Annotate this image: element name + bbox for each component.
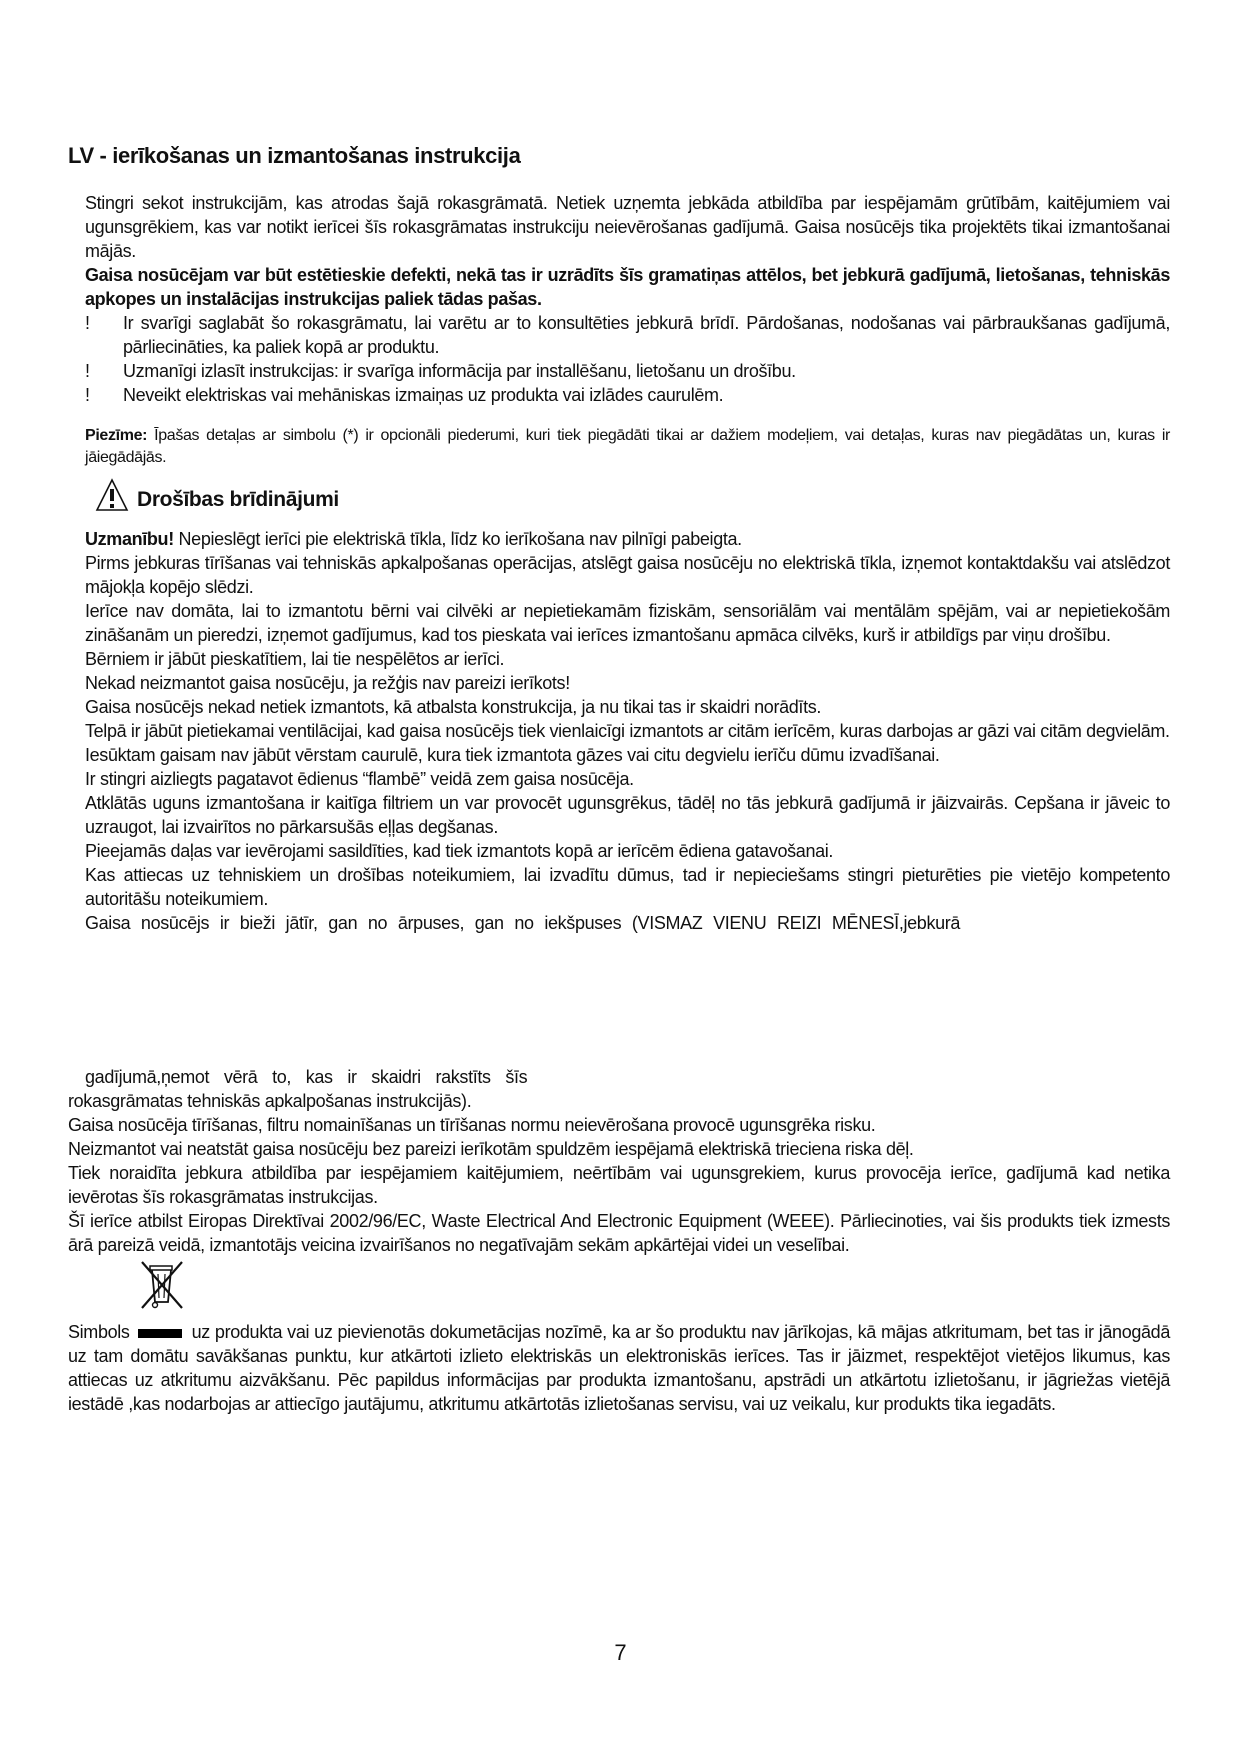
safety-item: Bērniem ir jābūt pieskatītiem, lai tie nespēlētos ar ierīci. [85,649,505,669]
exclamation-mark: ! [85,385,90,405]
bullet-item [85,359,1170,383]
bullet-item [85,383,1170,407]
safety-item: Pieejamās daļas var ievērojami sasildīties, kad tiek izmantots kopā ar ierīcēm ēdiena gatavošanai. [85,841,834,861]
safety-continued-section [68,1065,1170,1257]
safety-item: Gaisa nosūcējs nekad netiek izmantots, kā atbalsta konstrukcija, ja nu tikai tas ir skaidri norādīts. [85,697,822,717]
attention-text: Nepieslēgt ierīci pie elektriskā tīkla, līdz ko ierīkošana nav pilnīgi pabeigta. [173,529,742,549]
safety-item: Iesūktam gaisam nav jābūt vērstam caurulē, kura tiek izmantota gāzes vai citu degvielu ierīču dūmu izvadīšanai. [85,745,940,765]
page-title: LV - ierīkošanas un izmantošanas instrukcija [68,143,521,168]
symbol-text: uz produkta vai uz pievienotās dokumetācijas nozīmē, ka ar šo produktu nav jārīkojas, kā mājas atkritumam, bet tas ir jānogādā uz tam domātu savākšanas punktu, kur atkārtoti izlieto elektriskās un elektroniskās ierīces. Tas ir jāizmet, respektējot vietējos likumus, kas attiecas uz atkritumu aizvākšanu. Pēc papildus informācijas par produkta izmantošanu, apstrādi un atkārtotu izlietošanu, ir jāgriežas vietējā iestādē ,kas nodarbojas ar attiecīgo jautājumu, atkritumu atkārtotās izlietošanas servisu, vai uz veikalu, kur produkts tika iegadāts. [68,1322,1170,1414]
bullet-text: Neveikt elektriskas vai mehāniskas izmaiņas uz produkta vai izlādes caurulēm. [123,385,724,405]
safety-title: Drošības brīdinājumi [137,488,339,511]
safety-heading [95,478,339,512]
continued-line: rokasgrāmatas tehniskās apkalpošanas instrukcijās). [68,1091,472,1111]
continued-line: gadījumā,ņemot vērā to, kas ir skaidri rakstīts šīs [85,1067,528,1087]
weee-paragraph [68,1320,1170,1416]
note-text: Īpašas detaļas ar simbolu (*) ir opcionāli piederumi, kuri tiek piegādāti tikai ar dažiem modeļiem, vai detaļas, kuras nav piegādātas un, kuras ir jāiegādājās. [85,427,1170,466]
crossed-bin-icon [138,1258,186,1312]
bullet-item [85,311,1170,359]
intro-section [85,191,1170,407]
continued-item: Tiek noraidīta jebkura atbildība par iespējamiem kaitējumiem, neērtībām vai ugunsgrekiem, kurus provocēja ierīce, gadījumā kad netika ievērotas šīs rokasgrāmatas instrukcijas. [68,1163,1170,1207]
symbol-label: Simbols [68,1322,130,1342]
safety-item: Pirms jebkuras tīrīšanas vai tehniskās apkalpošanas operācijas, atslēgt gaisa nosūcēju no elektriskā tīkla, izņemot kontaktdakšu vai atslēdzot mājokļa kopējo slēdzi. [85,553,1170,597]
attention-label: Uzmanību! [85,529,174,549]
safety-item: Ierīce nav domāta, lai to izmantotu bērni vai cilvēki ar nepietiekamām fiziskām, sensoriālām vai mentālām spējām, vai ar nepietiekošām zināšanām un pieredzi, izņemot gadījumus, kad tos pieskata vai ierīces izmantošanu apmāca cilvēks, kurš ir atbildīgs par viņu drošību. [85,601,1170,645]
bullet-text: Uzmanīgi izlasīt instrukcijas: ir svarīga informācija par installēšanu, lietošanu un drošību. [123,361,796,381]
exclamation-mark: ! [85,313,90,333]
exclamation-mark: ! [85,361,90,381]
continued-item: Šī ierīce atbilst Eiropas Direktīvai 2002/96/EC, Waste Electrical And Electronic Equipment (WEEE). Pārliecinoties, vai šis produkts tiek izmests ārā pareizā veidā, izmantotājs veicina izvairīšanos no negatīvajām sekām apkārtējai videi un veselībai. [68,1211,1170,1255]
page-number: 7 [614,1640,627,1665]
intro-bold-paragraph: Gaisa nosūcējam var būt estētieskie defekti, nekā tas ir uzrādīts šīs gramatiņas attēlos, bet jebkurā gadījumā, lietošanas, tehniskās apkopes un instalācijas instrukcijas paliek tādas pašas. [85,265,1170,309]
safety-item: Nekad neizmantot gaisa nosūcēju, ja režģis nav pareizi ierīkots! [85,673,570,693]
black-bar-symbol [138,1329,182,1338]
safety-section [85,527,1170,935]
continued-item: Gaisa nosūcēja tīrīšanas, filtru nomainīšanas un tīrīšanas normu neievērošana provocē ugunsgrēka risku. [68,1115,876,1135]
intro-paragraph: Stingri sekot instrukcijām, kas atrodas šajā rokasgrāmatā. Netiek uzņemta jebkāda atbildība par iespējamām grūtībām, kaitējumiem vai ugunsgrēkiem, kas var notikt ierīcei šīs rokasgrāmatas instrukciju neievērošanas gadījumā. Gaisa nosūcējs tika projektēts tikai izmantošanai mājās. [85,193,1170,261]
safety-item: Ir stingri aizliegts pagatavot ēdienus “flambē” veidā zem gaisa nosūcēja. [85,769,634,789]
attention-paragraph [85,527,1170,551]
safety-item: Gaisa nosūcējs ir bieži jātīr, gan no ārpuses, gan no iekšpuses (VISMAZ VIENU REIZI MĒNESĪ,jebkurā [85,913,961,933]
safety-item: Kas attiecas uz tehniskiem un drošības noteikumiem, lai izvadītu dūmus, tad ir nepieciešams stingri pieturēties pie vietējo kompetento autoritāšu noteikumiem. [85,865,1170,909]
note-paragraph [85,425,1170,469]
bullet-text: Ir svarīgi saglabāt šo rokasgrāmatu, lai varētu ar to konsultēties jebkurā brīdī. Pārdošanas, nodošanas vai pārbraukšanas gadījumā, pārliecināties, ka paliek kopā ar produktu. [123,313,1170,357]
continued-item: Neizmantot vai neatstāt gaisa nosūcēju bez pareizi ierīkotām spuldzēm iespējamā elektriskā trieciena riska dēļ. [68,1139,914,1159]
warning-triangle-icon [95,478,129,512]
safety-item: Atklātās uguns izmantošana ir kaitīga filtriem un var provocēt ugunsgrēkus, tādēļ no tās jebkurā gadījumā ir jāizvairās. Cepšana ir jāveic to uzraugot, lai izvairītos no pārkarsušās eļļas degšanas. [85,793,1170,837]
note-label: Piezīme: [85,427,148,444]
safety-item: Telpā ir jābūt pietiekamai ventilācijai, kad gaisa nosūcējs tiek vienlaicīgi izmantots ar citām ierīcēm, kuras darbojas ar gāzi vai citām degvielām. [85,721,1170,741]
